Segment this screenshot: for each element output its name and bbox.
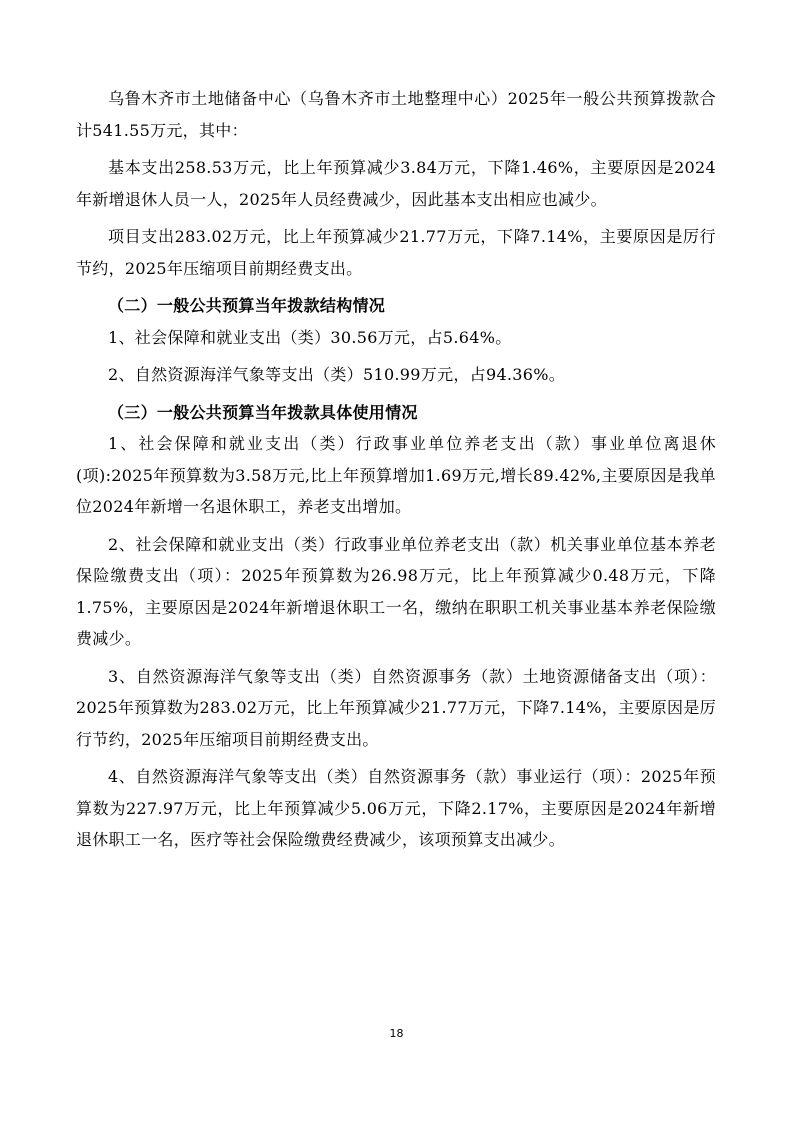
paragraph-usage-item-3: 3、自然资源海洋气象等支出（类）自然资源事务（款）土地资源储备支出（项）：2025年预算数为283.02万元，比上年预算减少21.77万元，下降7.14%，主要原因是厉行节约，2025年压缩项目前期经费支出。 [76,666,716,749]
page-number: 18 [389,1027,404,1040]
paragraph-structure-item-2: 2、自然资源海洋气象等支出（类）510.99万元，占94.36%。 [108,365,566,384]
document-body [76,83,716,856]
paragraph-usage-item-4: 4、自然资源海洋气象等支出（类）自然资源事务（款）事业运行（项）：2025年预算数为227.97万元，比上年预算减少5.06万元，下降2.17%，主要原因是2024年新增退休职工一名，医疗等社会保险缴费经费减少，该项预算支出减少。 [76,767,716,849]
paragraph-basic-expenditure: 基本支出258.53万元，比上年预算减少3.84万元，下降1.46%，主要原因是2024年新增退休人员一人，2025年人员经费减少，因此基本支出相应也减少。 [76,158,716,209]
paragraph-usage-item-2: 2、社会保障和就业支出（类）行政事业单位养老支出（款）机关事业单位基本养老保险缴费支出（项）：2025年预算数为26.98万元，比上年预算减少0.48万元，下降1.75%，主要原因是2024年新增退休职工一名，缴纳在职职工机关事业基本养老保险缴费减少。 [76,534,716,648]
section-heading-structure: （二）一般公共预算当年拨款结构情况 [108,296,386,315]
paragraph-project-expenditure: 项目支出283.02万元，比上年预算减少21.77万元，下降7.14%，主要原因是厉行节约，2025年压缩项目前期经费支出。 [76,227,716,278]
section-heading-usage: （三）一般公共预算当年拨款具体使用情况 [108,402,418,422]
paragraph-usage-item-1: 1、社会保障和就业支出（类）行政事业单位养老支出（款）事业单位离退休(项):2025年预算数为3.58万元,比上年预算增加1.69万元,增长89.42%,主要原因是我单位2024年新增一名退休职工，养老支出增加。 [76,434,716,516]
paragraph-structure-item-1: 1、社会保障和就业支出（类）30.56万元，占5.64%。 [108,327,512,347]
paragraph-budget-total: 乌鲁木齐市土地储备中心（乌鲁木齐市土地整理中心）2025年一般公共预算拨款合计541.55万元，其中： [76,89,716,140]
